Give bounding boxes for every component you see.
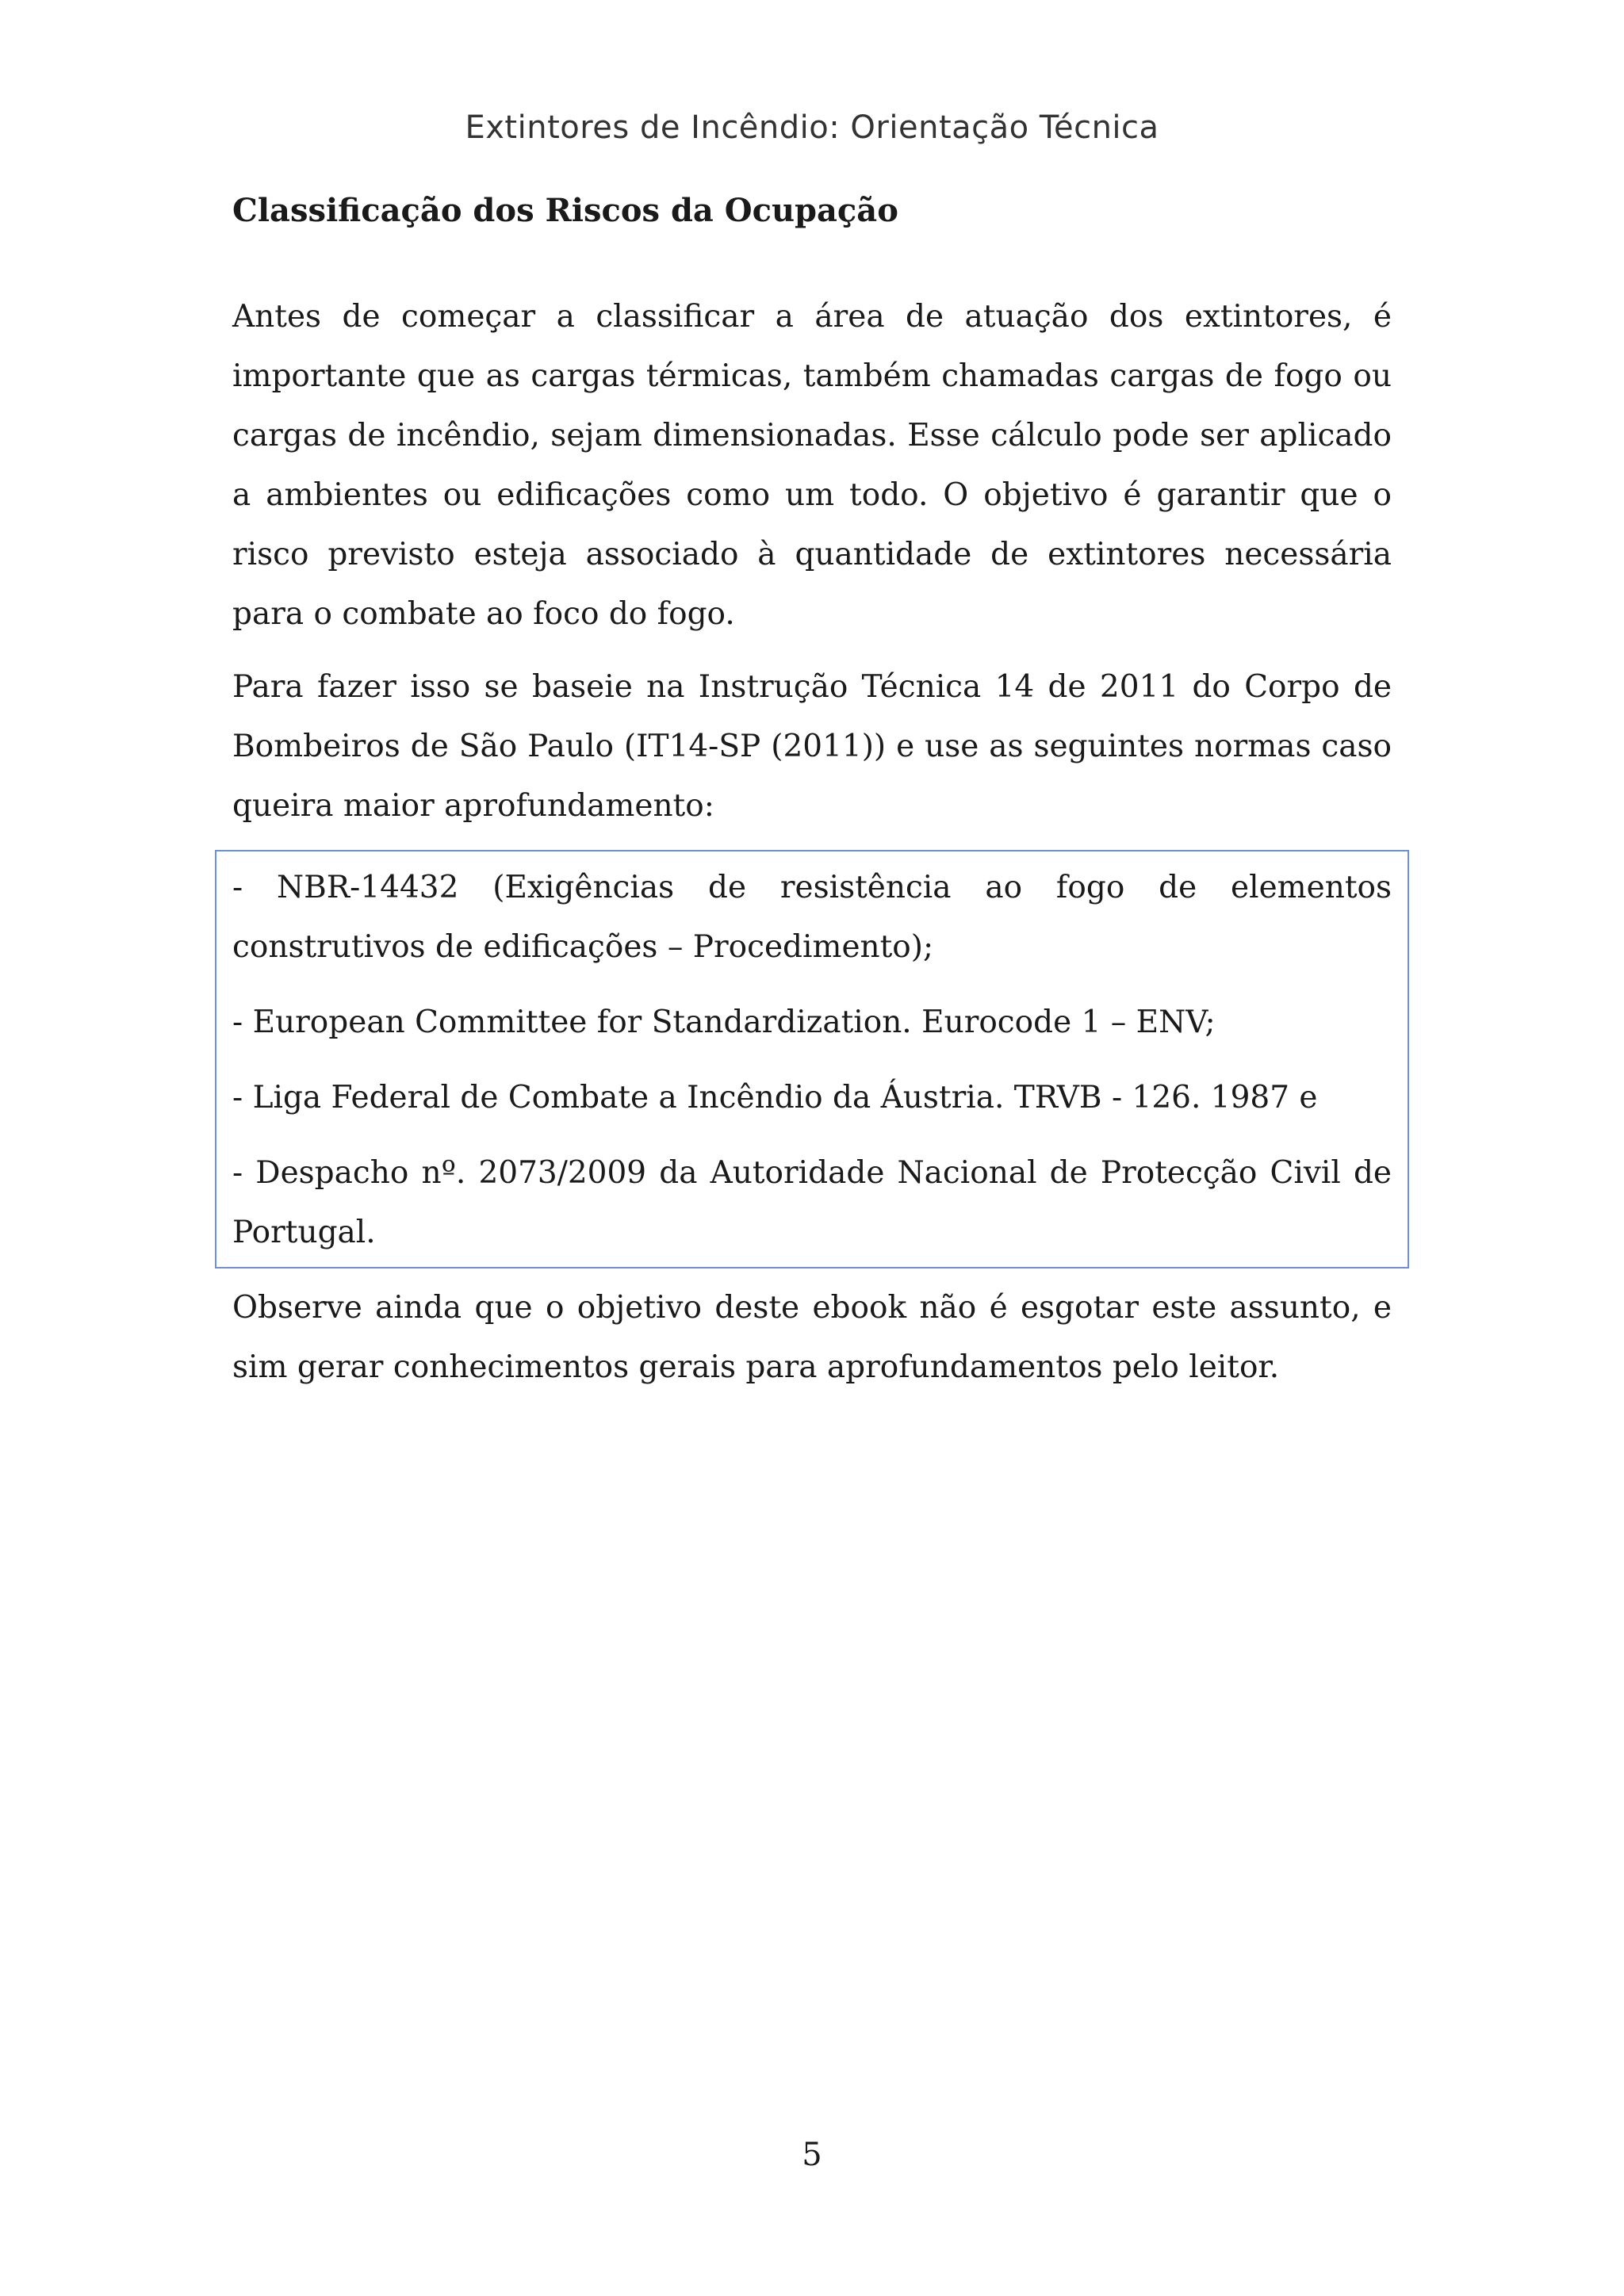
page-number: 5 xyxy=(802,2137,822,2173)
closing-paragraph: Observe ainda que o objetivo deste ebook não é esgotar este assunto, e sim gerar conhecimentos gerais para aprofundamentos pelo leitor. xyxy=(232,1290,1392,1385)
running-header: Extintores de Incêndio: Orientação Técnica xyxy=(465,109,1159,146)
intro-paragraph: Antes de começar a classificar a área de atuação dos extintores, é importante que as cargas térmicas, também chamadas cargas de fogo ou cargas de incêndio, sejam dimensionadas. Esse cálculo pode ser aplicado a ambientes ou edificações como um todo. O objetivo é garantir que o risco previsto esteja associado à quantidade de extintores necessária para o combate ao foco do fogo. xyxy=(232,299,1392,632)
reference-item: - NBR-14432 (Exigências de resistência ao fogo de elementos construtivos de edificações – Procedimento); xyxy=(232,870,1392,965)
reference-item: - Liga Federal de Combate a Incêndio da Áustria. TRVB - 126. 1987 e xyxy=(232,1080,1318,1115)
reference-item: - Despacho nº. 2073/2009 da Autoridade Nacional de Protecção Civil de Portugal. xyxy=(232,1155,1392,1250)
reference-item: - European Committee for Standardization. Eurocode 1 – ENV; xyxy=(232,1004,1216,1040)
page-content xyxy=(232,187,1392,1410)
references-box xyxy=(215,850,1409,1269)
section-title: Classificação dos Riscos da Ocupação xyxy=(232,192,898,229)
basis-paragraph: Para fazer isso se baseie na Instrução Técnica 14 de 2011 do Corpo de Bombeiros de São Paulo (IT14-SP (2011)) e use as seguintes normas caso queira maior aprofundamento: xyxy=(232,669,1392,824)
